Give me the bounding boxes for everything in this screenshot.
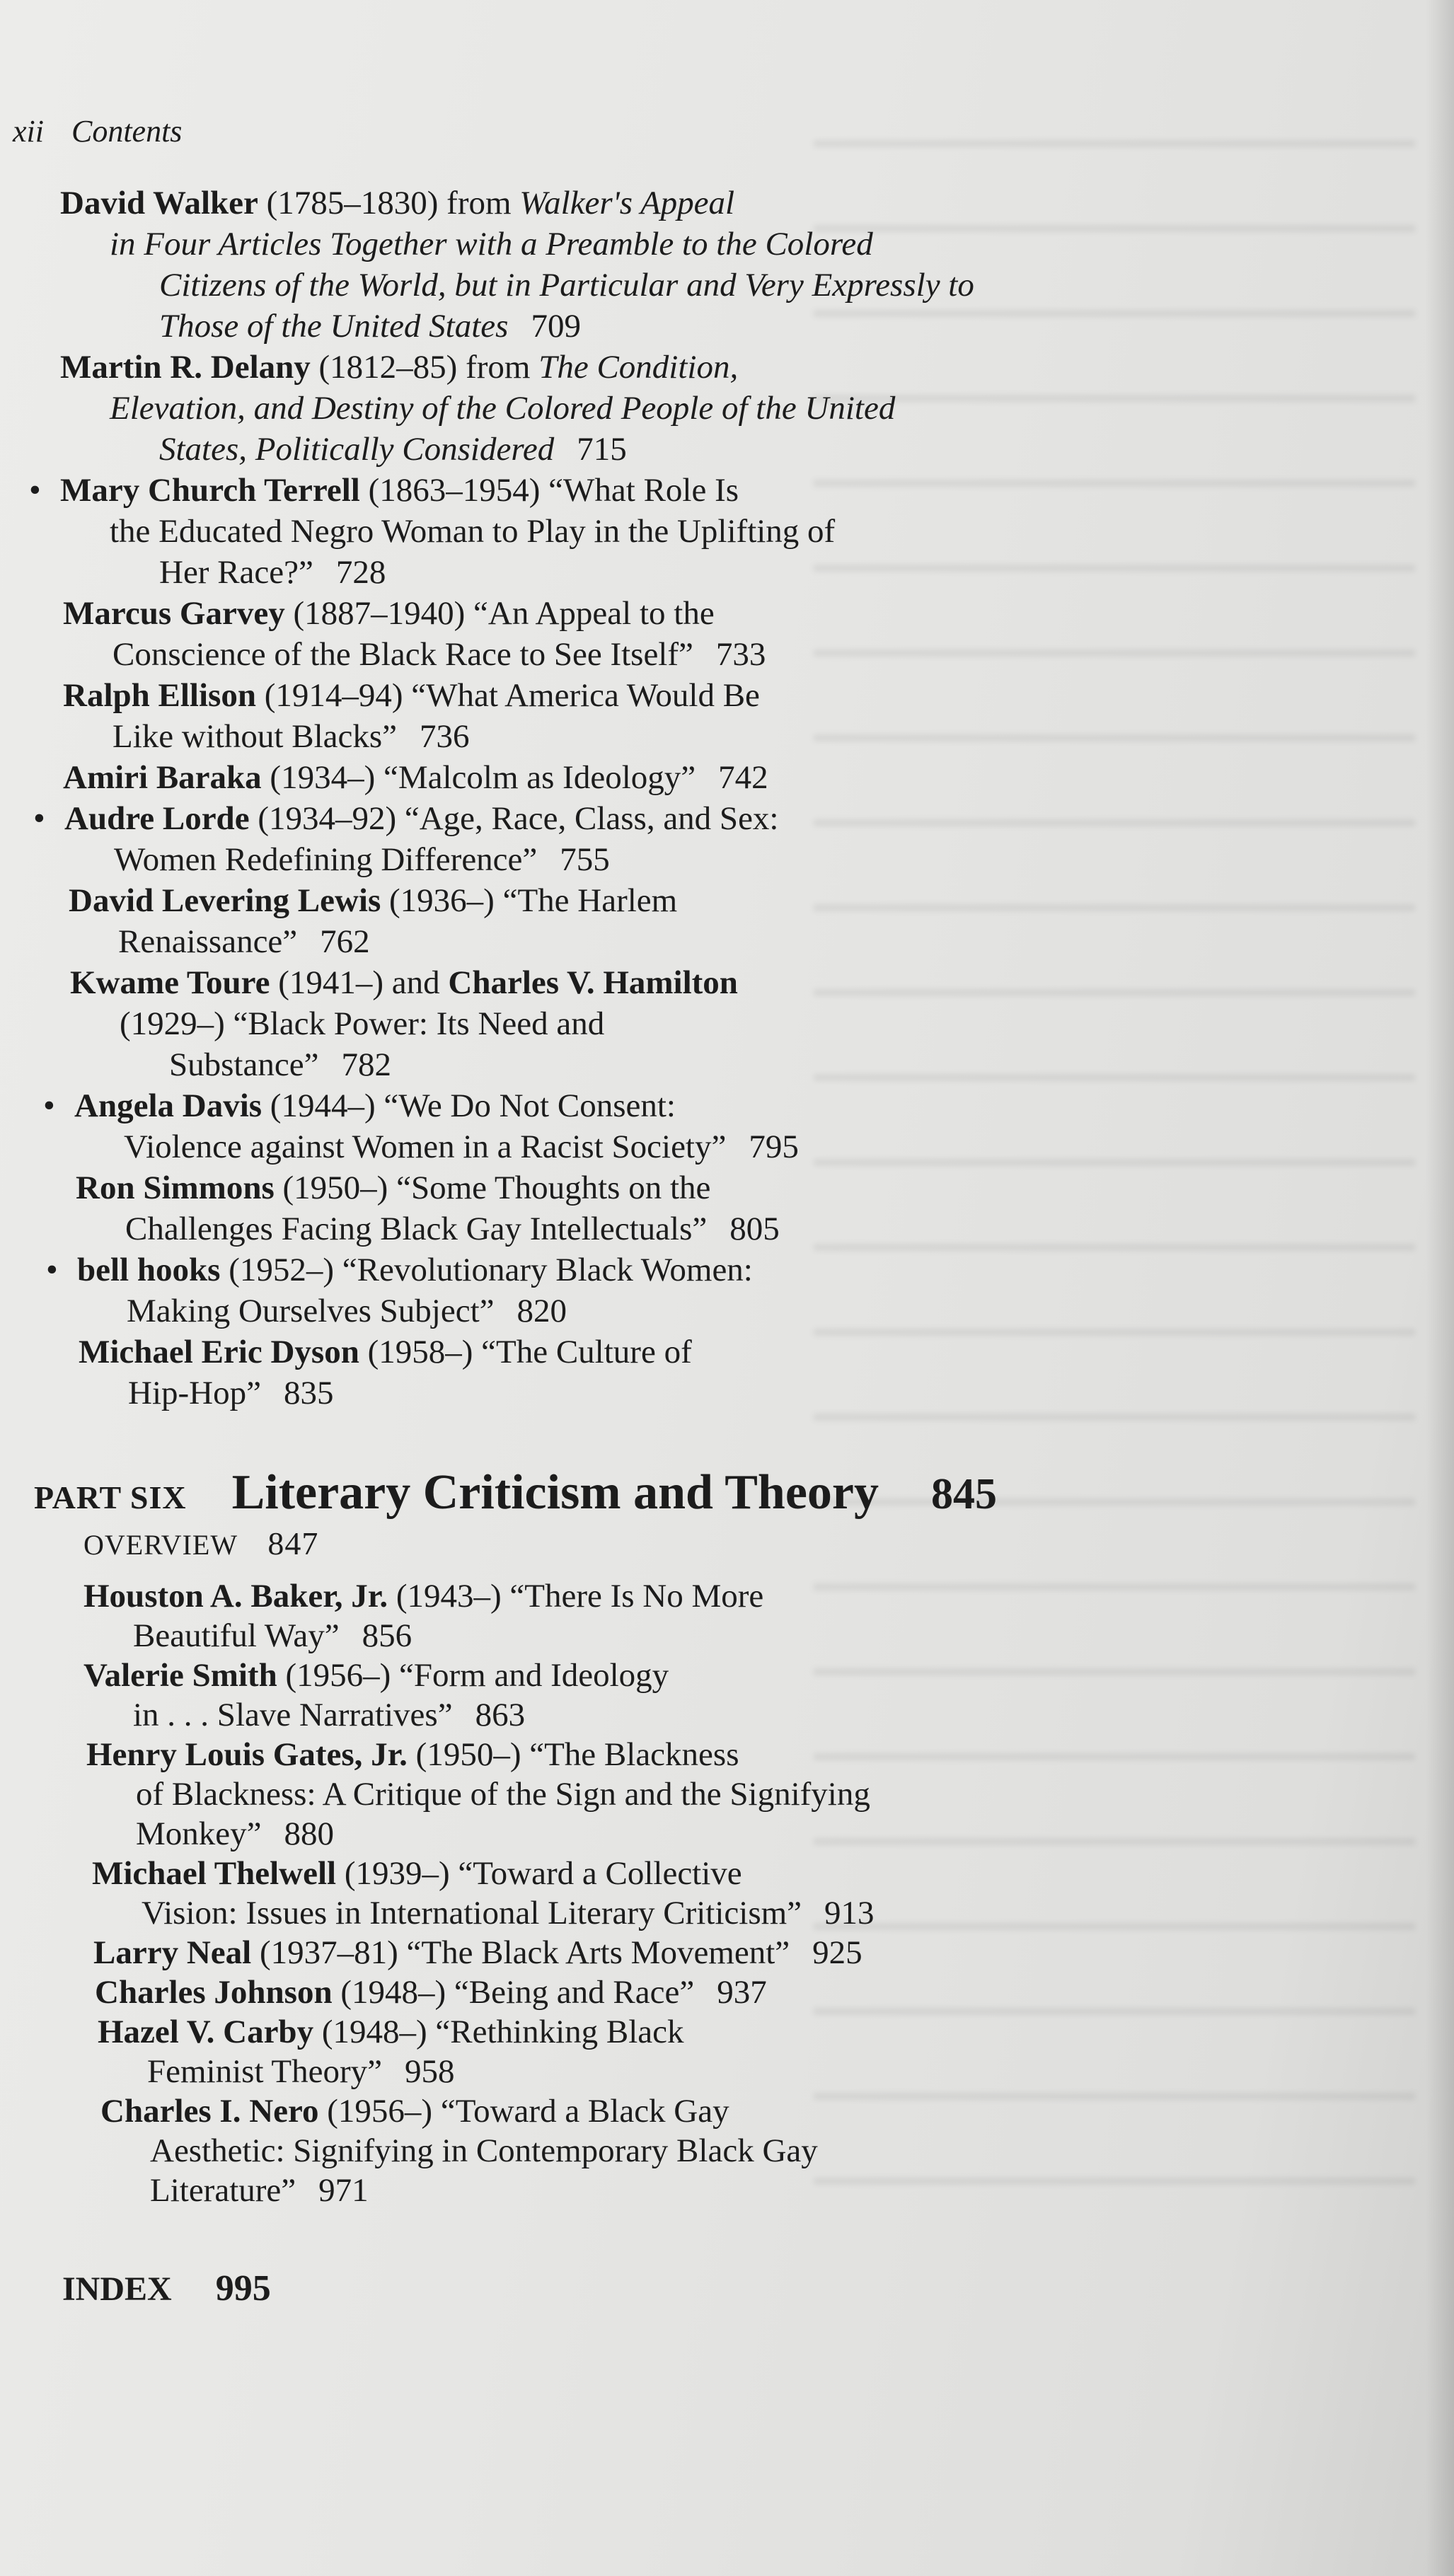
work-title-line: [60, 306, 1164, 347]
page-number: 733: [715, 636, 766, 673]
work-title-line: “Rethinking Black: [435, 2014, 684, 2050]
author-dates: (1785–1830) from: [266, 185, 512, 221]
author-dates: (1863–1954): [368, 472, 541, 509]
work-title-text: Conscience of the Black Race to See Itself”: [112, 636, 693, 673]
contents-entry: [46, 1249, 1164, 1332]
work-title-text: Literature”: [150, 2172, 296, 2209]
bullet-mark: •: [33, 799, 45, 837]
author-name: Michael Thelwell: [92, 1855, 337, 1892]
author-name: Mary Church Terrell: [60, 472, 360, 509]
work-title-line: [76, 1208, 1164, 1249]
work-title-text: Feminist Theory”: [147, 2053, 383, 2090]
contents-entry: [60, 183, 1164, 347]
entry-first-line: [100, 2091, 1145, 2131]
author-dates: (1950–): [282, 1169, 388, 1206]
work-title-text: Substance”: [169, 1046, 319, 1083]
entry-first-line: [86, 1735, 1145, 1774]
running-head: [13, 113, 182, 149]
overview-label: OVERVIEW: [83, 1529, 238, 1561]
author-dates: (1958–): [367, 1334, 473, 1370]
work-title-line: [100, 2171, 1145, 2210]
overview-line: [83, 1525, 318, 1562]
work-title-line: [64, 839, 1164, 880]
part-page: 845: [930, 1470, 997, 1518]
page-number: 835: [283, 1375, 334, 1411]
author-dates: (1944–): [270, 1087, 376, 1124]
page-number: 937: [717, 1974, 767, 2011]
author-name: Charles Johnson: [95, 1974, 333, 2011]
author-dates: (1934–92): [258, 800, 397, 837]
work-title-text: Challenges Facing Black Gay Intellectuals”: [125, 1211, 708, 1247]
author-name: bell hooks: [77, 1252, 221, 1288]
work-title-text: Violence against Women in a Racist Society”: [124, 1128, 727, 1165]
work-title-line: “The Harlem: [502, 882, 678, 919]
author-dates: (1939–): [344, 1855, 450, 1892]
entry-first-line: [92, 1854, 1145, 1893]
work-title-text: States, Politically Considered: [159, 431, 555, 468]
author-dates: (1812–85) from: [318, 349, 531, 386]
work-title-line: [86, 1814, 1145, 1854]
entry-first-line: [98, 2012, 1145, 2052]
work-title-text: Elevation, and Destiny of the Colored People of the United: [110, 390, 896, 427]
contents-entry: [100, 2091, 1145, 2210]
page-number: 742: [718, 759, 768, 796]
entry-first-line: [60, 183, 1164, 224]
work-title-line: [60, 552, 1164, 593]
work-title-text: Vision: Issues in International Literary Criticism”: [142, 1895, 802, 1931]
work-title-line: “The Culture of: [481, 1334, 692, 1370]
page-number: 728: [335, 554, 386, 591]
author-name: Marcus Garvey: [63, 595, 285, 632]
entry-first-line: [63, 675, 1164, 716]
author-name: Michael Eric Dyson: [79, 1334, 359, 1370]
author-name: David Walker: [60, 185, 258, 221]
page-number: 715: [577, 431, 627, 468]
work-title-line: [98, 2052, 1145, 2091]
work-title-text: Beautiful Way”: [133, 1617, 340, 1654]
page-number: 805: [729, 1211, 780, 1247]
index-label: INDEX: [62, 2270, 172, 2308]
work-title-line: “We Do Not Consent:: [383, 1087, 676, 1124]
work-title-line: “The Black Arts Movement”: [406, 1934, 790, 1971]
work-title-text: Renaissance”: [118, 923, 298, 960]
work-title-line: “What Role Is: [548, 472, 739, 509]
page-number: 913: [824, 1895, 875, 1931]
work-title-line: [70, 1003, 1164, 1044]
contents-entry: [86, 1735, 1145, 1854]
page-number: 795: [749, 1128, 799, 1165]
page-number: 709: [531, 308, 581, 345]
work-title-line: [79, 1373, 1164, 1414]
contents-entry: [76, 1167, 1164, 1249]
entry-first-line: [77, 1249, 1164, 1290]
entry-first-line: [60, 470, 1164, 511]
page-shadow: [1426, 0, 1454, 2576]
work-title-line: [74, 1126, 1164, 1167]
work-title-line: “Form and Ideology: [399, 1657, 669, 1694]
work-title-line: The Condition,: [538, 349, 739, 386]
page-number: 782: [341, 1046, 391, 1083]
author-dates: (1937–81): [259, 1934, 398, 1971]
entry-first-line: [60, 347, 1164, 388]
entry-first-line: [93, 1933, 1145, 1973]
author-name: Kwame Toure: [70, 964, 270, 1001]
work-title-line: “Age, Race, Class, and Sex:: [404, 800, 779, 837]
author-dates: (1948–): [321, 2014, 427, 2050]
author-name: Martin R. Delany: [60, 349, 311, 386]
page-number: 736: [420, 718, 470, 755]
work-title-line: “Some Thoughts on the: [396, 1169, 711, 1206]
contents-entry: [95, 1973, 1145, 2012]
work-title-text: Monkey”: [136, 1815, 262, 1852]
work-title-line: [92, 1893, 1145, 1933]
work-title-text: Women Redefining Difference”: [114, 841, 538, 878]
work-title-line: [77, 1290, 1164, 1332]
page-number: 762: [320, 923, 370, 960]
work-title-text: Making Ourselves Subject”: [127, 1293, 495, 1329]
work-title-line: “There Is No More: [509, 1578, 764, 1615]
work-title-line: [63, 716, 1164, 757]
work-title-line: [60, 429, 1164, 470]
work-title-text: in . . . Slave Narratives”: [133, 1697, 453, 1733]
work-title-text: (1929–) “Black Power: Its Need and: [120, 1005, 605, 1042]
part-heading: [34, 1465, 1138, 1521]
running-head-title: Contents: [71, 114, 183, 149]
contents-entry: [69, 880, 1164, 962]
author-dates: (1914–94): [264, 677, 403, 714]
author-name: Henry Louis Gates, Jr.: [86, 1736, 408, 1773]
work-title-text: the Educated Negro Woman to Play in the Uplifting of: [110, 513, 836, 550]
author-dates: (1950–): [415, 1736, 521, 1773]
page-number: 820: [517, 1293, 567, 1329]
work-title-line: [70, 1044, 1164, 1085]
contents-entry: [70, 962, 1164, 1085]
bullet-mark: •: [43, 1087, 55, 1124]
part-label: PART SIX: [34, 1479, 187, 1515]
work-title-line: “What America Would Be: [411, 677, 760, 714]
entry-first-line: [76, 1167, 1164, 1208]
contents-entry: [83, 1576, 1145, 1656]
work-title-line: Walker's Appeal: [519, 185, 735, 221]
work-title-line: [60, 224, 1164, 265]
author-dates: (1887–1940): [293, 595, 466, 632]
author-name-2: Charles V. Hamilton: [448, 964, 738, 1001]
contents-entry: [63, 757, 1164, 798]
entry-first-line: [83, 1656, 1145, 1695]
index-line: [62, 2268, 271, 2309]
work-title-line: “Toward a Collective: [458, 1855, 742, 1892]
page-number: 880: [284, 1815, 335, 1852]
author-dates: (1943–): [396, 1578, 502, 1615]
work-title-line: [60, 511, 1164, 552]
author-name: Amiri Baraka: [63, 759, 262, 796]
contents-entries-part-five: [29, 183, 1164, 1414]
work-title-text: Those of the United States: [159, 308, 509, 345]
author-dates: (1934–): [270, 759, 376, 796]
entry-first-line: [95, 1973, 1145, 2012]
contents-entry: [43, 1085, 1164, 1167]
entry-first-line: [70, 962, 1164, 1003]
contents-entry: [98, 2012, 1145, 2091]
author-name: Ron Simmons: [76, 1169, 275, 1206]
entry-first-line: [69, 880, 1164, 921]
author-name: Ralph Ellison: [63, 677, 256, 714]
author-name: David Levering Lewis: [69, 882, 381, 919]
work-title-line: [63, 634, 1164, 675]
work-title-line: “Revolutionary Black Women:: [342, 1252, 753, 1288]
part-title: Literary Criticism and Theory: [231, 1465, 879, 1520]
author-dates: (1941–) and: [278, 964, 440, 1001]
work-title-line: [83, 1695, 1145, 1735]
contents-entry: [92, 1854, 1145, 1933]
contents-entry: [93, 1933, 1145, 1973]
work-title-line: [86, 1774, 1145, 1814]
work-title-text: Like without Blacks”: [112, 718, 398, 755]
page-number: 856: [362, 1617, 412, 1654]
overview-page: 847: [267, 1525, 319, 1561]
author-dates: (1948–): [340, 1974, 446, 2011]
work-title-line: [60, 265, 1164, 306]
work-title-text: Her Race?”: [159, 554, 313, 591]
work-title-line: “Being and Race”: [454, 1974, 695, 2011]
work-title-text: in Four Articles Together with a Preamble to the Colored: [110, 226, 873, 262]
page-number: 925: [812, 1934, 862, 1971]
entry-first-line: [64, 798, 1164, 839]
index-page: 995: [215, 2268, 271, 2309]
work-title-line: [60, 388, 1164, 429]
contents-entry: [63, 593, 1164, 675]
author-name: Audre Lorde: [64, 800, 250, 837]
entry-first-line: [63, 593, 1164, 634]
author-name: Valerie Smith: [83, 1657, 277, 1694]
author-name: Larry Neal: [93, 1934, 252, 1971]
author-dates: (1956–): [327, 2093, 433, 2130]
work-title-line: “The Blackness: [529, 1736, 739, 1773]
page-number: 971: [318, 2172, 369, 2209]
page-folio: xii: [13, 114, 44, 149]
contents-entry: [83, 1656, 1145, 1735]
work-title-text: Citizens of the World, but in Particular and Very Expressly to: [159, 267, 974, 304]
entry-first-line: [63, 757, 1164, 798]
entry-first-line: [74, 1085, 1164, 1126]
work-title-line: [83, 1616, 1145, 1656]
contents-entry: [29, 470, 1164, 593]
bullet-mark: •: [29, 471, 41, 509]
entry-first-line: [79, 1332, 1164, 1373]
author-dates: (1956–): [285, 1657, 391, 1694]
author-name: Charles I. Nero: [100, 2093, 319, 2130]
work-title-line: “Malcolm as Ideology”: [383, 759, 696, 796]
work-title-line: [100, 2131, 1145, 2171]
entry-first-line: [83, 1576, 1145, 1616]
author-name: Hazel V. Carby: [98, 2014, 314, 2050]
work-title-text: Hip-Hop”: [128, 1375, 261, 1411]
page-number: 863: [475, 1697, 526, 1733]
author-dates: (1936–): [389, 882, 495, 919]
work-title-line: “An Appeal to the: [473, 595, 715, 632]
contents-entry: [60, 347, 1164, 470]
page-number: 958: [405, 2053, 455, 2090]
work-title-line: “Toward a Black Gay: [440, 2093, 729, 2130]
page-number: 755: [560, 841, 610, 878]
author-name: Angela Davis: [74, 1087, 262, 1124]
work-title-line: [69, 921, 1164, 962]
contents-entry: [63, 675, 1164, 757]
contents-entry: [33, 798, 1164, 880]
contents-entries-part-six: [83, 1576, 1145, 2210]
contents-entry: [79, 1332, 1164, 1414]
work-title-text: Aesthetic: Signifying in Contemporary Black Gay: [150, 2132, 818, 2169]
work-title-text: of Blackness: A Critique of the Sign and the Signifying: [136, 1776, 870, 1813]
author-dates: (1952–): [229, 1252, 334, 1288]
bullet-mark: •: [46, 1251, 58, 1288]
author-name: Houston A. Baker, Jr.: [83, 1578, 388, 1615]
